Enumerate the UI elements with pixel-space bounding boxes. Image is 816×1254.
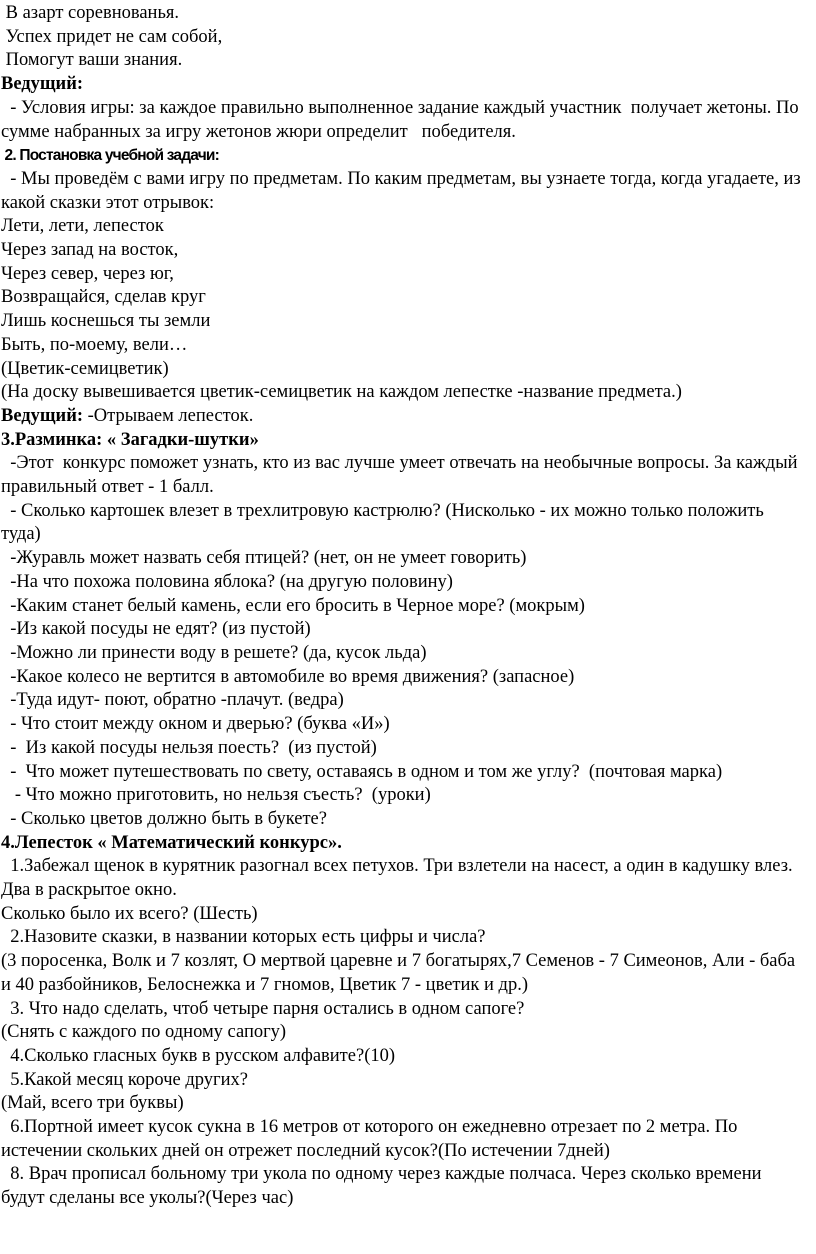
task-item: 8. Врач прописал больному три укола по одному через каждые полчаса. Через сколько времени будут сделаны все уколы?(Через час) (1, 1164, 767, 1209)
host-label: Ведущий: (1, 405, 84, 426)
task-item: 5.Какой месяц короче других? (1, 1069, 248, 1090)
verse-line: Лишь коснешься ты земли (1, 311, 211, 332)
poem-line: Помогут ваши знания. (1, 50, 183, 71)
riddle-item: -Журавль может назвать себя птицей? (нет, он не умеет говорить) (1, 548, 527, 569)
section-heading-warmup: 3.Разминка: « Загадки-шутки» (1, 429, 259, 450)
verse-line: Возвращайся, сделав круг (1, 287, 206, 308)
riddle-item: -Можно ли принести воду в решете? (да, кусок льда) (1, 642, 427, 663)
riddle-item: - Сколько картошек влезет в трехлитровую кастрюлю? (Нисколько - их можно только положить туда) (1, 500, 769, 545)
riddle-item: -Туда идут- поют, обратно -плачут. (ведра) (1, 690, 344, 711)
answer-line: (Цветик-семицветик) (1, 358, 169, 379)
task-item: 3. Что надо сделать, чтоб четыре парня остались в одном сапоге? (1, 998, 525, 1019)
section-heading-learning-task: 2. Постановка учебной задачи: (1, 147, 219, 165)
riddle-item: - Сколько цветов должно быть в букете? (1, 808, 327, 829)
answer-line: (Май, всего три буквы) (1, 1093, 184, 1114)
host-heading: Ведущий: (1, 74, 84, 95)
answer-line: Сколько было их всего? (Шесть) (1, 903, 258, 924)
paragraph: (На доску вывешивается цветик-семицветик на каждом лепестке -название предмета.) (1, 382, 682, 403)
answer-line: (3 поросенка, Волк и 7 козлят, О мертвой царевне и 7 богатырях,7 Семенов - 7 Симеонов, Али - баба и 40 разбойников, Белоснежка и 7 гномов, Цветик 7 - цветик и др.) (1, 951, 800, 995)
paragraph: -Этот конкурс поможет узнать, кто из вас лучше умеет отвечать на необычные вопросы. За каждый правильный ответ - 1 балл. (1, 453, 803, 498)
game-rules-paragraph: - Условия игры: за каждое правильно выполненное задание каждый участник получает жетоны. По сумме набранных за игру жетонов жюри определит победителя. (1, 97, 804, 142)
task-item: 4.Сколько гласных букв в русском алфавите?(10) (1, 1045, 396, 1066)
riddle-item: - Что может путешествовать по свету, оставаясь в одном и том же углу? (почтовая марка) (1, 761, 723, 782)
answer-line: (Снять с каждого по одному сапогу) (1, 1022, 287, 1043)
task-item: 6.Портной имеет кусок сукна в 16 метров от которого он ежедневно отрезает по 2 метра. По истечении скольких дней он отрежет последний кусок?(По истечении 7дней) (1, 1117, 742, 1161)
host-line (1, 405, 808, 429)
host-text: -Отрываем лепесток. (83, 405, 254, 426)
section-heading-math-contest: 4.Лепесток « Математический конкурс». (1, 832, 342, 853)
verse-line: Лети, лети, лепесток (1, 216, 164, 237)
riddle-item: -На что похожа половина яблока? (на другую половину) (1, 571, 453, 592)
verse-line: Через запад на восток, (1, 240, 179, 261)
riddle-item: - Что можно приготовить, но нельзя съесть? (уроки) (1, 785, 431, 806)
poem-line: Успех придет не сам собой, (1, 26, 223, 47)
paragraph: - Мы проведём с вами игру по предметам. По каким предметам, вы узнаете тогда, когда угадаете, из какой сказки этот отрывок: (1, 168, 806, 213)
verse-line: Быть, по-моему, вели… (1, 334, 188, 355)
task-item: 2.Назовите сказки, в названии которых есть цифры и числа? (1, 927, 486, 948)
riddle-item: - Что стоит между окном и дверью? (буква «И») (1, 714, 390, 735)
riddle-item: -Какое колесо не вертится в автомобиле во время движения? (запасное) (1, 666, 575, 687)
verse-line: Через север, через юг, (1, 263, 174, 284)
task-item: 1.Забежал щенок в курятник разогнал всех петухов. Три взлетели на насест, а один в кадушку влез. Два в раскрытое окно. (1, 856, 798, 901)
riddle-item: - Из какой посуды нельзя поесть? (из пустой) (1, 737, 377, 758)
poem-line: В азарт соревнованья. (1, 3, 180, 23)
riddle-item: -Из какой посуды не едят? (из пустой) (1, 619, 311, 640)
riddle-item: -Каким станет белый камень, если его бросить в Черное море? (мокрым) (1, 595, 585, 616)
